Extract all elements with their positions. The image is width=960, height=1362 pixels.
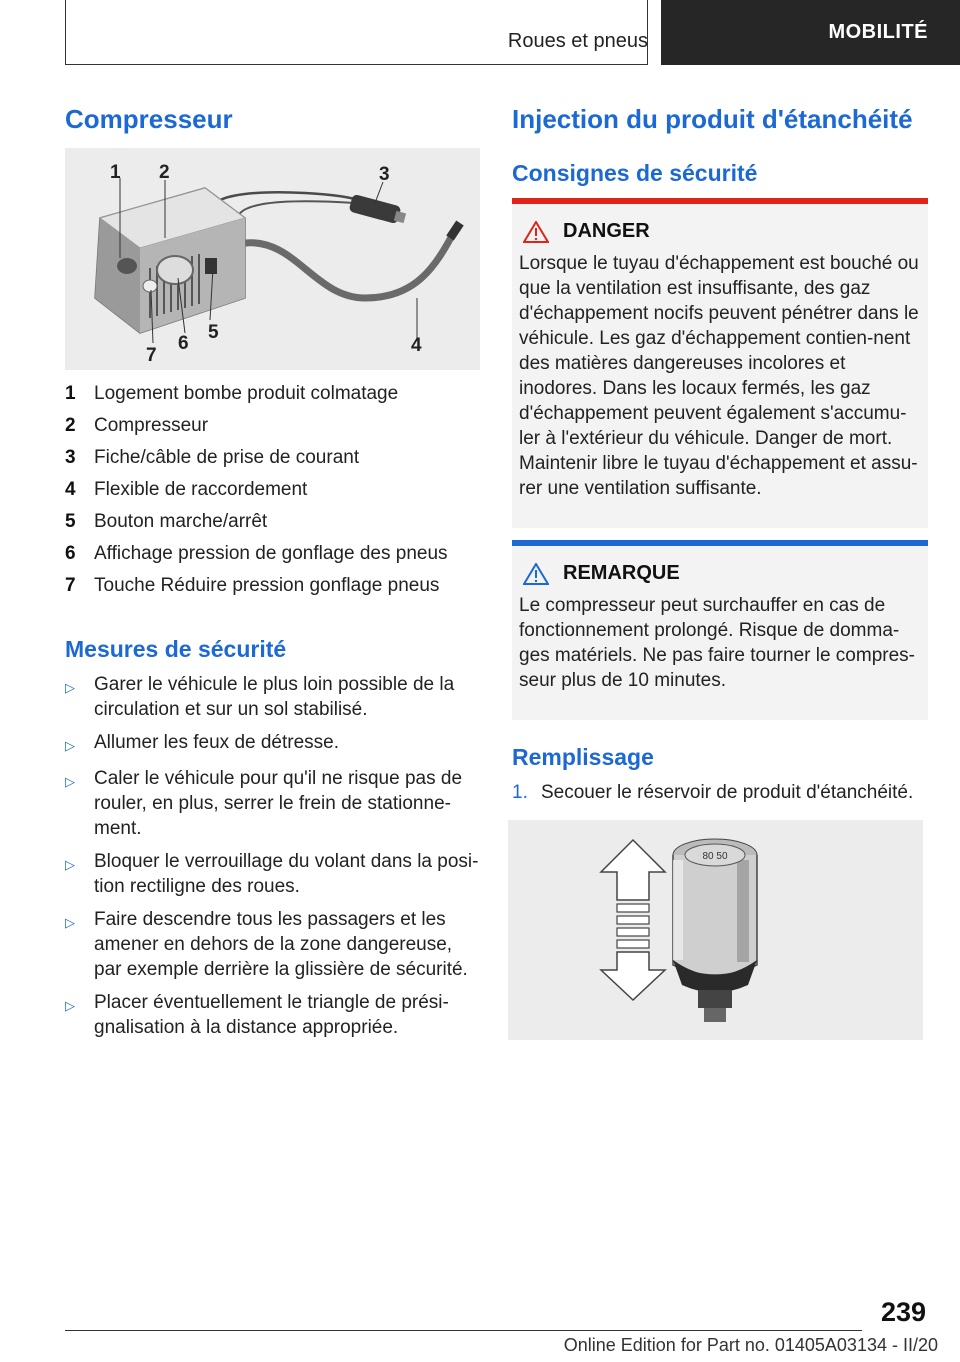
filling-title: Remplissage bbox=[512, 744, 654, 770]
notice-box bbox=[512, 540, 928, 720]
list-item bbox=[65, 907, 480, 982]
compressor-illustration bbox=[65, 148, 480, 370]
triangle-bullet-icon: ▷ bbox=[65, 915, 75, 930]
legend-text: Touche Réduire pression gonflage pneus bbox=[94, 575, 440, 596]
legend-text: Logement bombe produit colmatage bbox=[94, 383, 399, 404]
header-bottom-rule bbox=[65, 64, 648, 65]
list-item bbox=[65, 849, 480, 899]
compressor-title: Compresseur bbox=[65, 104, 233, 134]
list-item bbox=[65, 990, 480, 1040]
header-section-title: Roues et pneus bbox=[507, 30, 648, 52]
shake-bottle-illustration bbox=[508, 820, 923, 1040]
footer-rule bbox=[65, 1330, 862, 1331]
figure-label-2: 2 bbox=[159, 162, 170, 183]
legend-item bbox=[65, 378, 480, 410]
notice-text: Le compresseur peut surchauffer en cas de fonctionnement prolongé. Risque de domma-ges matériels. Ne pas faire tourner le compres-seur plus de 10 minutes. bbox=[519, 595, 915, 691]
injection-title: Injection du produit d'étanchéité bbox=[512, 104, 913, 134]
bullet-text: Caler le véhicule pour qu'il ne risque pas de rouler, en plus, serrer le frein de stationne-ment. bbox=[94, 768, 463, 839]
legend-number: 1 bbox=[65, 383, 76, 404]
legend-number: 6 bbox=[65, 543, 76, 564]
legend-text: Bouton marche/arrêt bbox=[94, 511, 268, 532]
safety-bullet-list bbox=[65, 672, 480, 1048]
triangle-bullet-icon: ▷ bbox=[65, 680, 75, 695]
notice-bar bbox=[512, 540, 928, 546]
legend-number: 3 bbox=[65, 447, 76, 468]
bullet-text: Placer éventuellement le triangle de prési-gnalisation à la distance appropriée. bbox=[94, 992, 449, 1038]
figure-label-1: 1 bbox=[110, 162, 121, 183]
list-item bbox=[65, 730, 480, 758]
bottle-figure bbox=[508, 820, 923, 1040]
legend-number: 5 bbox=[65, 511, 76, 532]
header-chapter-tab bbox=[661, 0, 960, 65]
notice-label: REMARQUE bbox=[563, 562, 680, 584]
danger-label: DANGER bbox=[563, 220, 650, 242]
bottle-label: 80 50 bbox=[702, 851, 728, 862]
legend-item bbox=[65, 506, 480, 538]
step-number: 1. bbox=[512, 782, 528, 803]
danger-text: Lorsque le tuyau d'échappement est bouché ou que la ventilation est insuffisante, des gaz d'échappement nocifs peuvent pénétrer dans le véhicule. Les gaz d'échappement contien-nent des matières dangereuses incolores et inodores. Dans les locaux fermés, les gaz d'échappement peuvent également s'accumu-ler à l'extérieur du véhicule. Danger de mort. Maintenir libre le tuyau d'échappement et assu-rer une ventilation suffisante. bbox=[519, 253, 919, 499]
legend-item bbox=[65, 538, 480, 570]
danger-heading bbox=[519, 220, 921, 243]
triangle-bullet-icon: ▷ bbox=[65, 998, 75, 1013]
legend-item bbox=[65, 442, 480, 474]
legend-text: Affichage pression de gonflage des pneus bbox=[94, 543, 448, 564]
compressor-figure bbox=[65, 148, 480, 370]
bullet-text: Faire descendre tous les passagers et les amener en dehors de la zone dangereuse, par exemple derrière la glissière de sécurité. bbox=[94, 909, 468, 980]
triangle-bullet-icon: ▷ bbox=[65, 738, 75, 753]
edition-info: Online Edition for Part no. 01405A03134 - II/20 bbox=[563, 1335, 938, 1355]
header-left-rule bbox=[65, 0, 66, 65]
safety-measures-title: Mesures de sécurité bbox=[65, 636, 287, 662]
legend-number: 7 bbox=[65, 575, 76, 596]
bullet-text: Bloquer le verrouillage du volant dans la posi-tion rectiligne des roues. bbox=[94, 851, 479, 897]
safety-instructions-title: Consignes de sécurité bbox=[512, 160, 758, 186]
figure-label-5: 5 bbox=[208, 322, 219, 343]
figure-label-6: 6 bbox=[178, 333, 189, 354]
legend-number: 4 bbox=[65, 479, 76, 500]
danger-box bbox=[512, 198, 928, 528]
bullet-text: Allumer les feux de détresse. bbox=[94, 732, 340, 753]
legend-item bbox=[65, 410, 480, 442]
legend-item bbox=[65, 570, 480, 602]
warning-triangle-icon bbox=[523, 563, 549, 585]
header-chapter-label: MOBILITÉ bbox=[828, 21, 928, 43]
list-item bbox=[65, 766, 480, 841]
triangle-bullet-icon: ▷ bbox=[65, 857, 75, 872]
warning-triangle-icon bbox=[523, 221, 549, 243]
legend-item bbox=[65, 474, 480, 506]
legend-text: Flexible de raccordement bbox=[94, 479, 308, 500]
legend-text: Compresseur bbox=[94, 415, 209, 436]
legend-text: Fiche/câble de prise de courant bbox=[94, 447, 360, 468]
danger-bar bbox=[512, 198, 928, 204]
notice-heading bbox=[519, 562, 921, 585]
step-item bbox=[512, 780, 928, 805]
step-text: Secouer le réservoir de produit d'étanchéité. bbox=[541, 782, 914, 803]
list-item bbox=[65, 672, 480, 722]
figure-label-4: 4 bbox=[411, 335, 422, 356]
triangle-bullet-icon: ▷ bbox=[65, 774, 75, 789]
figure-label-3: 3 bbox=[379, 164, 390, 185]
page-number: 239 bbox=[880, 1297, 926, 1327]
legend-number: 2 bbox=[65, 415, 76, 436]
compressor-legend bbox=[65, 378, 480, 602]
figure-label-7: 7 bbox=[146, 345, 157, 366]
bullet-text: Garer le véhicule le plus loin possible de la circulation et sur un sol stabilisé. bbox=[94, 674, 455, 720]
